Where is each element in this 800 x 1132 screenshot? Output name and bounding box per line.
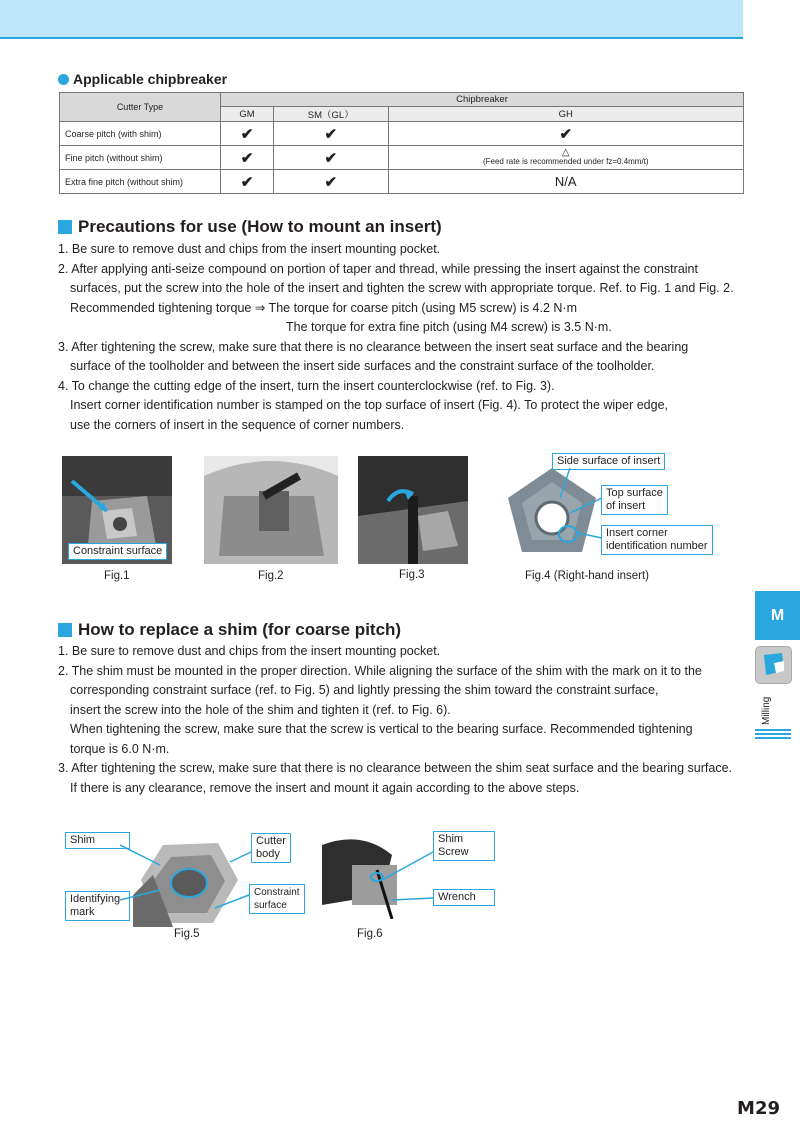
table-row bbox=[60, 122, 744, 146]
fig2-photo bbox=[204, 456, 338, 564]
milling-label: Milling bbox=[761, 696, 772, 725]
chipbreaker-heading bbox=[58, 71, 227, 87]
not-applicable: N/A bbox=[388, 170, 743, 194]
section-square-icon bbox=[58, 220, 72, 234]
label-line: Identifying bbox=[70, 893, 121, 905]
section-tab-m[interactable]: M bbox=[755, 591, 800, 640]
check-icon: ✔ bbox=[221, 122, 274, 146]
callout-lines bbox=[560, 468, 610, 568]
header-bar bbox=[0, 0, 743, 39]
top-surface-label bbox=[601, 485, 668, 515]
label-line: of insert bbox=[606, 500, 646, 512]
row-label: Fine pitch (without shim) bbox=[60, 146, 221, 170]
text-line: If there is any clearance, remove the insert and mount it again according to the above steps. bbox=[70, 780, 580, 795]
fig3-caption: Fig.3 bbox=[399, 569, 425, 581]
label-line: Constraint bbox=[254, 887, 300, 898]
check-icon: ✔ bbox=[273, 170, 388, 194]
row-label: Extra fine pitch (without shim) bbox=[60, 170, 221, 194]
page-number: M29 bbox=[737, 1098, 780, 1119]
text-line: corresponding constraint surface (ref. to Fig. 5) and lightly pressing the shim toward the constraint surface, bbox=[70, 683, 659, 697]
fig2-caption: Fig.2 bbox=[258, 570, 284, 582]
triangle-icon: △ bbox=[561, 147, 570, 158]
fig4-caption: Fig.4 (Right-hand insert) bbox=[525, 570, 649, 582]
section-square-icon bbox=[58, 623, 72, 637]
text-line: insert the screw into the hole of the shim and tighten it (ref. to Fig. 6). bbox=[70, 702, 451, 717]
label-line: Screw bbox=[438, 846, 469, 858]
text-line: When tightening the screw, make sure that the screw is vertical to the bearing surface. Recommended tightening bbox=[70, 722, 693, 736]
feed-note: (Feed rate is recommended under fz=0.4mm/t) bbox=[482, 157, 649, 166]
text-line: 2. The shim must be mounted in the proper direction. While aligning the surface of the shim with the mark on it to the bbox=[58, 663, 702, 678]
text-line: surfaces, put the screw into the hole of the insert and tighten the screw with appropriate torque. Ref. to Fig. 1 and Fig. 2. bbox=[70, 281, 734, 295]
text-line: 1. Be sure to remove dust and chips from the insert mounting pocket. bbox=[58, 242, 441, 256]
fig5-caption: Fig.5 bbox=[174, 928, 200, 940]
label-line: mark bbox=[70, 906, 95, 918]
text-line: Recommended tightening torque ⇒ The torque for coarse pitch (using M5 screw) is 4.2 N·m bbox=[70, 300, 578, 315]
shim-screw-label bbox=[433, 831, 495, 861]
fig3-photo bbox=[358, 456, 468, 564]
corner-id-label bbox=[601, 525, 713, 555]
cutter-type-header: Cutter Type bbox=[60, 93, 221, 122]
wrench-label: Wrench bbox=[433, 889, 495, 906]
label-line: Cutter bbox=[256, 835, 286, 847]
text-line: 4. To change the cutting edge of the insert, turn the insert counterclockwise (ref. to Fig. 3). bbox=[58, 378, 555, 393]
text-line: torque is 6.0 N·m. bbox=[70, 741, 170, 756]
text-line: 3. After tightening the screw, make sure that there is no clearance between the insert seat surface and the bearing bbox=[58, 339, 689, 354]
column-header-gm: GM bbox=[221, 107, 274, 122]
milling-tool-icon bbox=[755, 646, 792, 684]
bullet-dot-icon bbox=[58, 74, 69, 85]
shim-heading bbox=[58, 620, 401, 640]
fig1-caption: Fig.1 bbox=[104, 570, 130, 582]
table-row bbox=[60, 170, 744, 194]
text-line: Insert corner identification number is stamped on the top surface of insert (Fig. 4). To protect the wiper edge, bbox=[70, 398, 668, 412]
column-header-gh: GH bbox=[388, 107, 743, 122]
constraint-surface-label: Constraint surface bbox=[68, 543, 167, 560]
label-line: body bbox=[256, 848, 280, 860]
label-line: Shim bbox=[438, 833, 464, 845]
shim-label: Shim bbox=[65, 832, 130, 849]
chipbreaker-table bbox=[59, 92, 744, 194]
text-line: 3. After tightening the screw, make sure that there is no clearance between the shim seat surface and the bearing surface. bbox=[58, 761, 732, 775]
text-line: 1. Be sure to remove dust and chips from the insert mounting pocket. bbox=[58, 644, 441, 658]
check-icon: ✔ bbox=[221, 146, 274, 170]
table-row bbox=[60, 146, 744, 170]
text-line: The torque for extra fine pitch (using M4 screw) is 3.5 N·m. bbox=[286, 320, 612, 334]
check-icon: ✔ bbox=[221, 170, 274, 194]
label-line: Insert corner bbox=[606, 527, 668, 539]
label-line: identification number bbox=[606, 540, 708, 552]
text-line: surface of the toolholder and between the insert side surfaces and the constraint surface of the toolholder. bbox=[70, 359, 655, 373]
column-header-sm: SM（GL） bbox=[273, 107, 388, 122]
check-icon: ✔ bbox=[273, 146, 388, 170]
chipbreaker-heading-text: Applicable chipbreaker bbox=[73, 71, 228, 87]
text-line: 2. After applying anti-seize compound on portion of taper and thread, while pressing the insert against the constraint bbox=[58, 261, 698, 276]
precautions-heading bbox=[58, 217, 442, 237]
check-icon: ✔ bbox=[273, 122, 388, 146]
label-line: Top surface bbox=[606, 487, 663, 499]
fig6-caption: Fig.6 bbox=[357, 928, 383, 940]
callout-lines-bottom bbox=[120, 840, 440, 920]
chipbreaker-header: Chipbreaker bbox=[221, 93, 744, 107]
precautions-heading-text: Precautions for use (How to mount an insert) bbox=[78, 217, 442, 236]
label-line: surface bbox=[254, 900, 287, 911]
check-icon: ✔ bbox=[388, 122, 743, 146]
gh-conditional-cell bbox=[388, 146, 743, 170]
text-line: use the corners of insert in the sequence of corner numbers. bbox=[70, 417, 405, 432]
shim-text bbox=[58, 642, 758, 798]
shim-heading-text: How to replace a shim (for coarse pitch) bbox=[78, 620, 402, 639]
precautions-text bbox=[58, 240, 758, 435]
tab-stripes bbox=[755, 729, 791, 741]
side-surface-label: Side surface of insert bbox=[552, 453, 665, 470]
row-label: Coarse pitch (with shim) bbox=[60, 122, 221, 146]
